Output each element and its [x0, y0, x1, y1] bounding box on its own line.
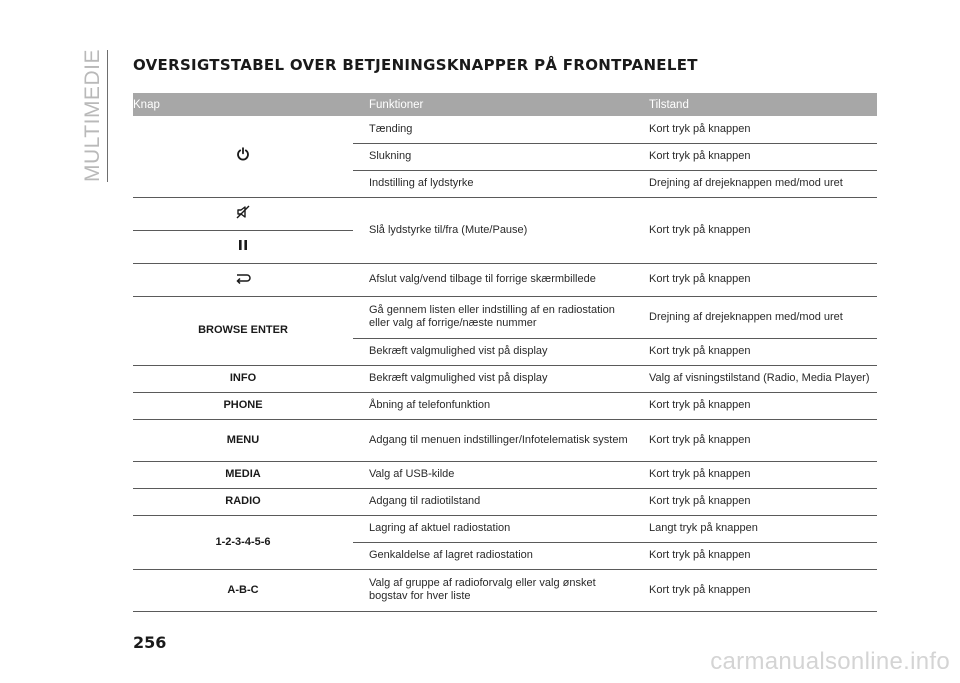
state-cell: Kort tryk på knappen	[633, 419, 877, 461]
state-cell: Drejning af drejeknappen med/mod uret	[633, 296, 877, 338]
key-cell-media	[133, 461, 353, 488]
key-label: PHONE	[223, 399, 263, 411]
table-row	[133, 461, 877, 488]
header-tilstand: Tilstand	[633, 93, 877, 116]
key-cell-menu	[133, 419, 353, 461]
pause-icon	[133, 239, 353, 255]
state-cell: Kort tryk på knappen	[633, 542, 877, 569]
table-row	[133, 419, 877, 461]
key-cell-browse	[133, 296, 353, 365]
state-cell: Kort tryk på knappen	[633, 569, 877, 611]
key-label: BROWSE ENTER	[198, 324, 288, 336]
state-cell: Langt tryk på knappen	[633, 515, 877, 542]
section-sidebar	[82, 50, 104, 182]
function-cell: Bekræft valgmulighed vist på display	[353, 338, 633, 365]
sidebar-rule	[107, 50, 108, 182]
table-row	[133, 197, 877, 230]
power-icon	[133, 147, 353, 165]
state-cell: Valg af visningstilstand (Radio, Media Player)	[633, 365, 877, 392]
state-cell: Kort tryk på knappen	[633, 488, 877, 515]
function-cell: Lagring af aktuel radiostation	[353, 515, 633, 542]
table-row	[133, 263, 877, 296]
state-cell: Kort tryk på knappen	[633, 197, 877, 263]
function-cell: Bekræft valgmulighed vist på display	[353, 365, 633, 392]
table-row	[133, 392, 877, 419]
state-cell: Kort tryk på knappen	[633, 461, 877, 488]
key-label: RADIO	[225, 495, 261, 507]
state-cell: Kort tryk på knappen	[633, 143, 877, 170]
watermark: carmanualsonline.info	[710, 648, 950, 675]
section-label: MULTIMEDIE	[81, 49, 104, 182]
page-heading: OVERSIGTSTABEL OVER BETJENINGSKNAPPER PÅ FRONTPANELET	[133, 56, 698, 74]
function-cell: Valg af USB-kilde	[353, 461, 633, 488]
key-cell-presets	[133, 515, 353, 569]
key-cell-back	[133, 263, 353, 296]
key-label: MEDIA	[225, 468, 261, 480]
key-cell-abc	[133, 569, 353, 611]
key-label: A-B-C	[227, 583, 259, 596]
function-cell: Adgang til radiotilstand	[353, 488, 633, 515]
state-cell: Kort tryk på knappen	[633, 263, 877, 296]
function-cell: Slukning	[353, 143, 633, 170]
table-row	[133, 488, 877, 515]
state-cell: Kort tryk på knappen	[633, 338, 877, 365]
table-row	[133, 365, 877, 392]
state-cell: Drejning af drejeknappen med/mod uret	[633, 170, 877, 197]
key-cell-power	[133, 116, 353, 197]
key-cell-info	[133, 365, 353, 392]
page-number: 256	[133, 633, 167, 652]
function-cell: Valg af gruppe af radioforvalg eller valg ønsket bogstav for hver liste	[353, 569, 633, 611]
table-row	[133, 569, 877, 611]
function-cell: Afslut valg/vend tilbage til forrige skærmbillede	[353, 263, 633, 296]
table-row	[133, 296, 877, 338]
table-row	[133, 116, 877, 143]
key-cell-radio	[133, 488, 353, 515]
controls-table	[133, 93, 877, 612]
key-cell-phone	[133, 392, 353, 419]
key-cell-mute	[133, 197, 353, 230]
function-cell: Indstilling af lydstyrke	[353, 170, 633, 197]
state-cell: Kort tryk på knappen	[633, 392, 877, 419]
key-cell-pause	[133, 230, 353, 263]
function-cell: Tænding	[353, 116, 633, 143]
back-icon	[133, 272, 353, 288]
function-cell: Gå gennem listen eller indstilling af en radiostation eller valg af forrige/næste nummer	[353, 296, 633, 338]
function-cell: Åbning af telefonfunktion	[353, 392, 633, 419]
table-header-row	[133, 93, 877, 116]
function-cell: Adgang til menuen indstillinger/Infotelematisk system	[353, 419, 633, 461]
key-label: MENU	[226, 433, 260, 446]
function-cell: Genkaldelse af lagret radiostation	[353, 542, 633, 569]
table-row	[133, 515, 877, 542]
header-knap: Knap	[133, 93, 353, 116]
key-label: INFO	[229, 372, 257, 384]
key-label: 1-2-3-4-5-6	[215, 535, 271, 548]
header-funktioner: Funktioner	[353, 93, 633, 116]
state-cell: Kort tryk på knappen	[633, 116, 877, 143]
function-cell: Slå lydstyrke til/fra (Mute/Pause)	[353, 197, 633, 263]
mute-icon	[133, 205, 353, 223]
